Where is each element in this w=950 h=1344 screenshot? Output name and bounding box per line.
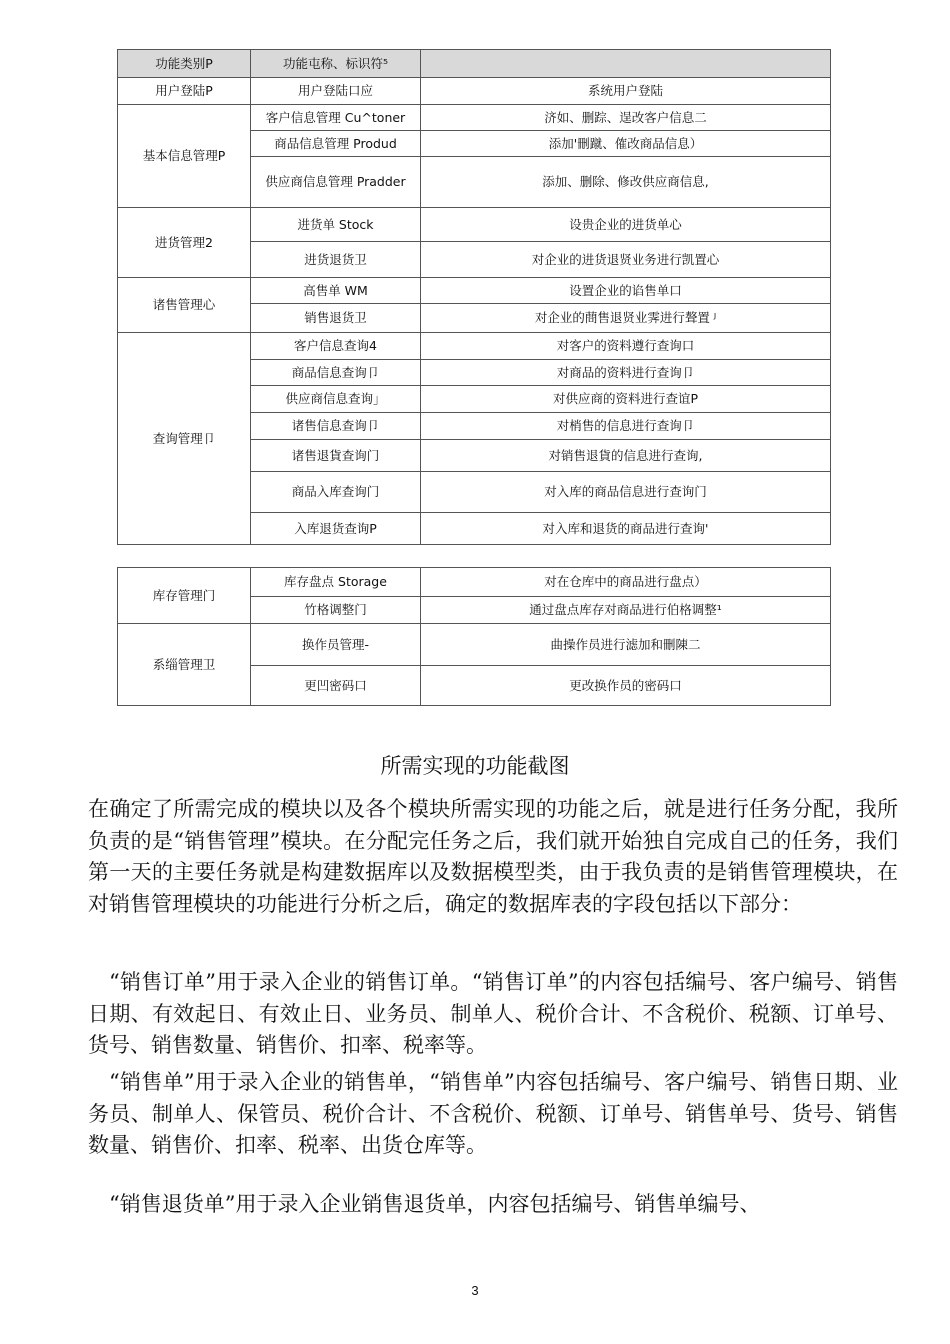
function-name-cell: 库存盘点 Storage — [251, 568, 421, 597]
category-cell: 查询管理卩 — [118, 333, 251, 545]
function-desc-cell: 更改换作员的密码口 — [421, 666, 831, 706]
function-name-cell: 商品信息管理 Produd — [251, 131, 421, 157]
function-name-cell: 诸售退貨查询门 — [251, 440, 421, 472]
paragraph-sales-slip: “销售单”用于录入企业的销售单，“销售单”内容包括编号、客户编号、销售日期、业务员、制单人、保管员、税价合计、不含税价、税额、订单号、销售单号、货号、销售数量、销售价、扣率、税率、出货仓库等。 — [88, 1070, 898, 1157]
function-desc-cell: 对销售退貨的信息进行查询, — [421, 440, 831, 472]
function-desc-cell: 设贵企业的进货单心 — [421, 208, 831, 242]
header-category: 功能类别P — [118, 50, 251, 78]
table-row — [118, 568, 831, 597]
category-cell: 用户登陆P — [118, 78, 251, 105]
function-desc-cell: 对入库的商品信息进行查询门 — [421, 472, 831, 513]
function-name-cell: 销售退货卫 — [251, 304, 421, 333]
page-number: 3 — [471, 1283, 479, 1298]
function-desc-cell: 对客户的资料遵行查询口 — [421, 333, 831, 360]
table-row — [118, 278, 831, 304]
function-name-cell: 竹格调整门 — [251, 597, 421, 624]
function-name-cell: 换作员管理- — [251, 624, 421, 666]
function-name-cell: 商品入库查询门 — [251, 472, 421, 513]
function-desc-cell: 设置企业的谄售单口 — [421, 278, 831, 304]
function-desc-cell: 曲操作员进行滤加和刪陳二 — [421, 624, 831, 666]
function-name-cell: 供应商信息管理 Pradder — [251, 157, 421, 208]
function-desc-cell: 对在仓库中的商品进行盘点） — [421, 568, 831, 597]
function-name-cell: 供应商信息查询」 — [251, 386, 421, 413]
table-row — [118, 333, 831, 360]
function-desc-cell: 济如、删踪、逞改客户信息二 — [421, 105, 831, 131]
category-cell: 进货管理2 — [118, 208, 251, 278]
function-desc-cell: 对企业的进货退贤业务进行凯置心 — [421, 242, 831, 278]
function-desc-cell: 对企业的蔄售退贤业霁进行聱置 ᴶ — [421, 304, 831, 333]
table-row — [118, 78, 831, 105]
table-row — [118, 208, 831, 242]
header-name: 功能屯称、标识符⁵ — [251, 50, 421, 78]
function-name-cell: 进货退货卫 — [251, 242, 421, 278]
function-table-continued — [117, 567, 831, 706]
category-cell: 库存管理门 — [118, 568, 251, 624]
function-table — [117, 49, 831, 545]
function-name-cell: 商品信息查询卩 — [251, 360, 421, 386]
function-desc-cell: 对供应商的资料进行查谊P — [421, 386, 831, 413]
function-name-cell: 更凹密码口 — [251, 666, 421, 706]
function-desc-cell: 对商品的资料进行查询卩 — [421, 360, 831, 386]
table-row — [118, 105, 831, 131]
function-name-cell: 入库退货查询P — [251, 513, 421, 545]
function-name-cell: 客户信息查询4 — [251, 333, 421, 360]
function-name-cell: 诸售信息查询卩 — [251, 413, 421, 440]
paragraph-sales-order: “销售订单”用于录入企业的销售订单。“销售订单”的内容包括编号、客户编号、销售日期、有效起日、有效止日、业务员、制单人、税价合计、不含税价、税额、订单号、货号、销售数量、销售价、扣率、税率等。 — [88, 970, 898, 1057]
figure-caption: 所需实现的功能截图 — [380, 754, 570, 778]
function-desc-cell: 对梢售的信息进行查询卩 — [421, 413, 831, 440]
category-cell: 诸售管理心 — [118, 278, 251, 333]
function-name-cell: 客户信息管理 Cu^toner — [251, 105, 421, 131]
function-desc-cell: 对入库和退货的商品进行查询' — [421, 513, 831, 545]
function-name-cell: 用户登陆口应 — [251, 78, 421, 105]
function-name-cell: 高售单 WM — [251, 278, 421, 304]
function-desc-cell: 系统用户登陆 — [421, 78, 831, 105]
category-cell: 系缁管理卫 — [118, 624, 251, 706]
paragraph-sales-return: “销售退货单”用于录入企业销售退货单，内容包括编号、销售单编号、 — [109, 1192, 761, 1216]
table-row — [118, 624, 831, 666]
function-name-cell: 进货单 Stock — [251, 208, 421, 242]
paragraph-intro: 在确定了所需完成的模块以及各个模块所需实现的功能之后，就是进行任务分配，我所负责的是“销售管理”模块。在分配完任务之后，我们就开始独自完成自己的任务，我们第一天的主要任务就是构建数据库以及数据模型类，由于我负责的是销售管理模块，在对销售管理模块的功能进行分析之后，确定的数据库表的字段包括以下部分： — [88, 797, 898, 916]
function-desc-cell: 添加'刪蹴、傕改商品信息） — [421, 131, 831, 157]
function-desc-cell: 通过盘点库存对商品进行伯格调整¹ — [421, 597, 831, 624]
table-header-row — [118, 50, 831, 78]
category-cell: 基本信息管理P — [118, 105, 251, 208]
header-desc — [421, 50, 831, 78]
function-desc-cell: 添加、删除、修改供应商信息, — [421, 157, 831, 208]
